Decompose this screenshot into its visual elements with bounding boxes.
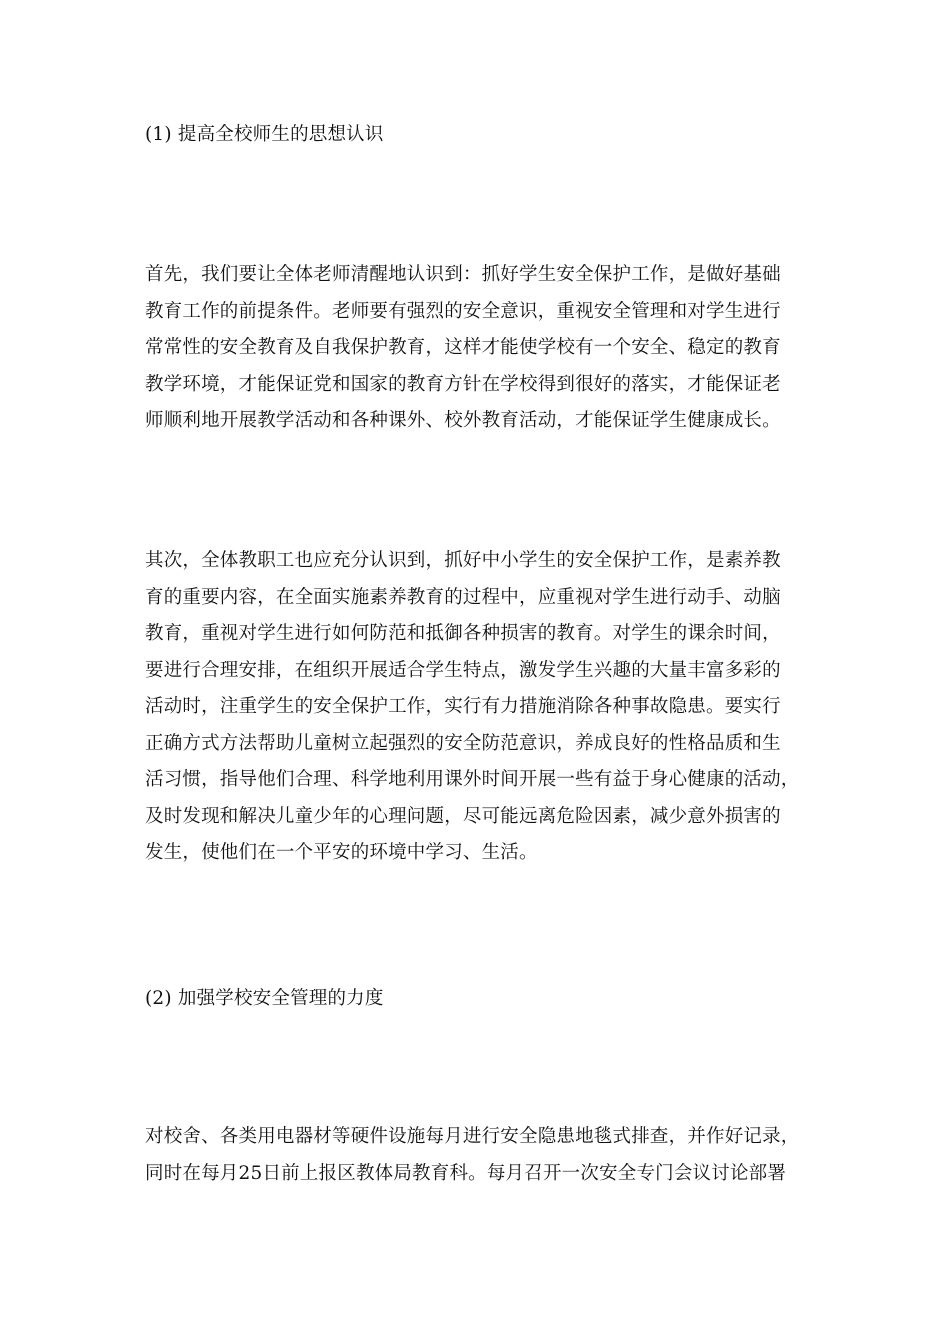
paragraph-line: 教育，重视对学生进行如何防范和抵御各种损害的教育。对学生的课余时间，: [145, 623, 781, 644]
paragraph-line: 要进行合理安排，在组织开展适合学生特点，激发学生兴趣的大量丰富多彩的: [145, 659, 781, 681]
paragraph-line: 同时在每月25日前上报区教体局教育科。每月召开一次安全专门会议讨论部署: [145, 1162, 787, 1184]
section-heading-2: [145, 981, 805, 1018]
paragraph-line: 对校舍、各类用电器材等硬件设施每月进行安全隐患地毯式排查，并作好记录，: [145, 1126, 800, 1147]
paragraph-3: [145, 1119, 805, 1192]
heading-text: (1) 提高全校师生的思想认识: [145, 124, 384, 145]
paragraph-line: 及时发现和解决儿童少年的心理问题，尽可能远离危险因素，减少意外损害的: [145, 805, 781, 827]
paragraph-line: 常常性的安全教育及自我保护教育，这样才能使学校有一个安全、稳定的教育: [145, 337, 781, 358]
paragraph-1: [145, 257, 805, 440]
paragraph-2: [145, 543, 805, 872]
paragraph-line: 师顺利地开展教学活动和各种课外、校外教育活动，才能保证学生健康成长。: [145, 410, 781, 431]
paragraph-line: 首先，我们要让全体老师清醒地认识到：抓好学生安全保护工作，是做好基础: [145, 264, 781, 285]
paragraph-line: 活习惯，指导他们合理、科学地利用课外时间开展一些有益于身心健康的活动，: [145, 769, 800, 790]
heading-text: (2) 加强学校安全管理的力度: [145, 988, 384, 1009]
section-heading-1: [145, 117, 805, 154]
paragraph-line: 教育工作的前提条件。老师要有强烈的安全意识，重视安全管理和对学生进行: [145, 300, 781, 322]
paragraph-line: 育的重要内容，在全面实施素养教育的过程中，应重视对学生进行动手、动脑: [145, 586, 781, 608]
paragraph-line: 活动时，注重学生的安全保护工作，实行有力措施消除各种事故隐患。要实行: [145, 696, 781, 717]
paragraph-line: 发生，使他们在一个平安的环境中学习、生活。: [145, 842, 538, 863]
paragraph-line: 教学环境，才能保证党和国家的教育方针在学校得到很好的落实，才能保证老: [145, 373, 781, 395]
paragraph-line: 其次，全体教职工也应充分认识到，抓好中小学生的安全保护工作，是素养教: [145, 550, 781, 571]
paragraph-line: 正确方式方法帮助儿童树立起强烈的安全防范意识，养成良好的性格品质和生: [145, 732, 781, 754]
